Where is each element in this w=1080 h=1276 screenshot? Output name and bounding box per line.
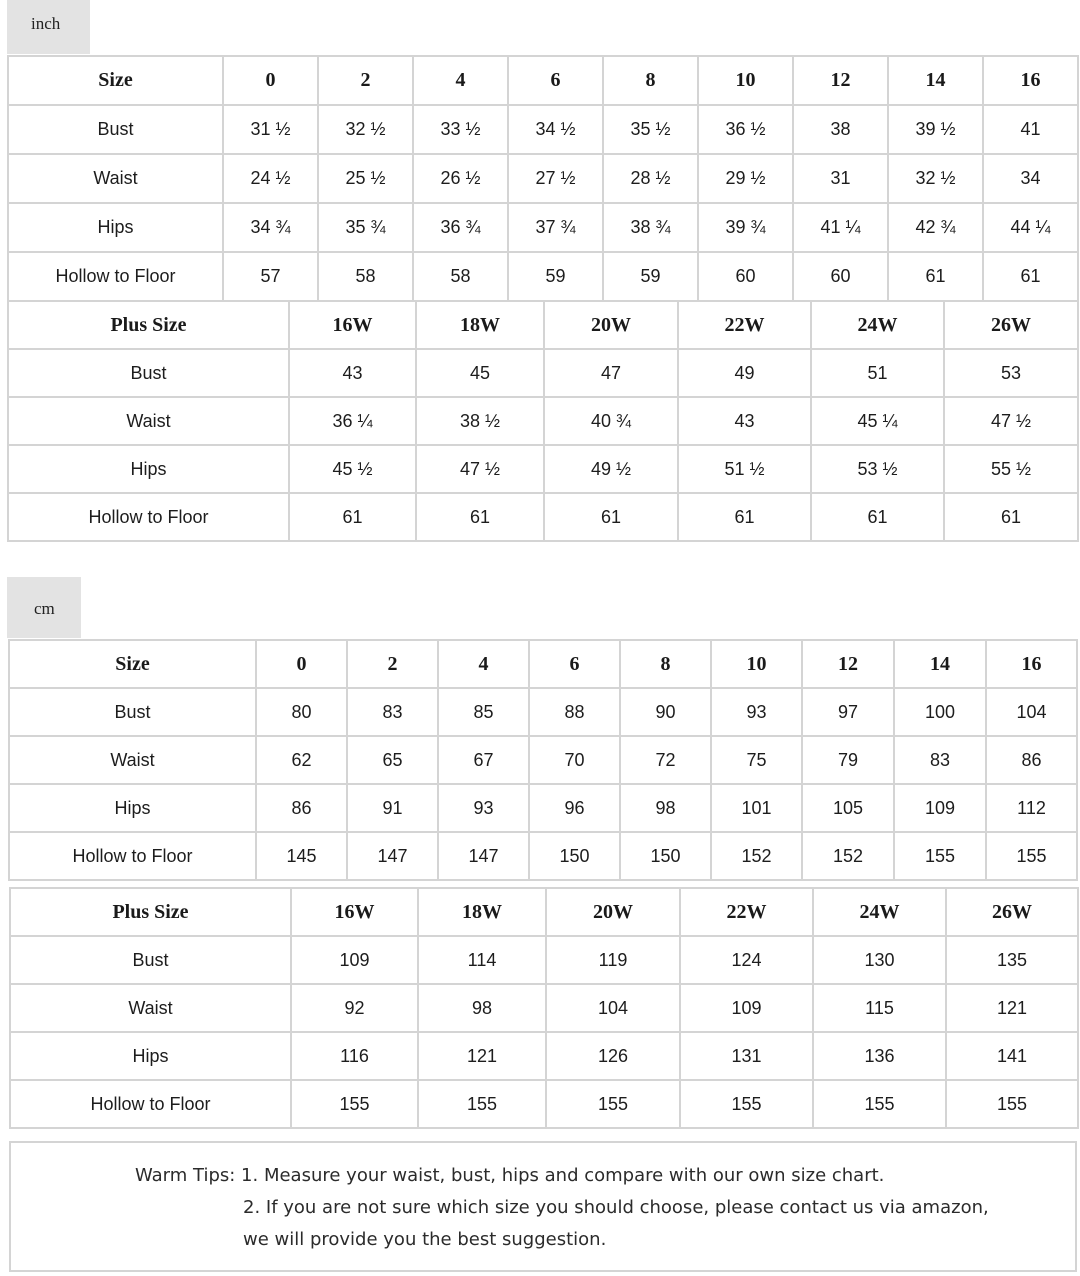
measurement-value: 45 ½ <box>289 445 416 493</box>
measurement-value: 38 ¾ <box>603 203 698 252</box>
measurement-value: 150 <box>620 832 711 880</box>
measurement-value: 60 <box>698 252 793 301</box>
measurement-value: 58 <box>413 252 508 301</box>
measurement-value: 45 ¼ <box>811 397 944 445</box>
size-column-header: 10 <box>711 640 802 688</box>
measurement-value: 36 ¼ <box>289 397 416 445</box>
measurement-value: 43 <box>289 349 416 397</box>
measurement-value: 42 ¾ <box>888 203 983 252</box>
measurement-value: 34 <box>983 154 1078 203</box>
inch-plus-size-table-header-row <box>8 301 1078 349</box>
inch-size-table <box>7 55 1079 302</box>
cm-plus-size-table <box>9 887 1079 1129</box>
size-column-header: 8 <box>620 640 711 688</box>
measurement-value: 70 <box>529 736 620 784</box>
measurement-value: 57 <box>223 252 318 301</box>
measurement-value: 40 ¾ <box>544 397 678 445</box>
size-column-header: 4 <box>413 56 508 105</box>
measurement-value: 155 <box>986 832 1077 880</box>
measurement-value: 61 <box>983 252 1078 301</box>
size-column-header: 4 <box>438 640 529 688</box>
measurement-value: 51 ½ <box>678 445 811 493</box>
table-row <box>8 445 1078 493</box>
measurement-label: Bust <box>9 688 256 736</box>
size-column-header: 16W <box>289 301 416 349</box>
measurement-value: 39 ¾ <box>698 203 793 252</box>
measurement-value: 47 <box>544 349 678 397</box>
measurement-value: 34 ½ <box>508 105 603 154</box>
measurement-value: 49 ½ <box>544 445 678 493</box>
measurement-value: 32 ½ <box>318 105 413 154</box>
measurement-label: Hips <box>8 445 289 493</box>
unit-tab-inch <box>7 0 90 54</box>
inch-plus-size-table <box>7 300 1079 542</box>
size-column-header: 10 <box>698 56 793 105</box>
measurement-value: 147 <box>438 832 529 880</box>
size-header-cell: Size <box>9 640 256 688</box>
measurement-value: 61 <box>544 493 678 541</box>
size-column-header: 12 <box>793 56 888 105</box>
measurement-label: Hollow to Floor <box>8 493 289 541</box>
measurement-value: 83 <box>347 688 438 736</box>
measurement-value: 109 <box>894 784 986 832</box>
measurement-label: Hollow to Floor <box>10 1080 291 1128</box>
measurement-value: 38 ½ <box>416 397 544 445</box>
cm-size-table <box>8 639 1078 881</box>
measurement-value: 44 ¼ <box>983 203 1078 252</box>
measurement-value: 131 <box>680 1032 813 1080</box>
measurement-value: 75 <box>711 736 802 784</box>
measurement-value: 98 <box>418 984 546 1032</box>
cm-plus-size-table-header-row <box>10 888 1078 936</box>
measurement-value: 39 ½ <box>888 105 983 154</box>
size-column-header: 16 <box>986 640 1077 688</box>
measurement-value: 155 <box>418 1080 546 1128</box>
measurement-value: 126 <box>546 1032 680 1080</box>
measurement-value: 155 <box>946 1080 1078 1128</box>
measurement-value: 136 <box>813 1032 946 1080</box>
size-header-cell: Plus Size <box>8 301 289 349</box>
size-column-header: 18W <box>416 301 544 349</box>
table-row <box>9 688 1077 736</box>
measurement-value: 100 <box>894 688 986 736</box>
measurement-value: 155 <box>680 1080 813 1128</box>
measurement-value: 36 ½ <box>698 105 793 154</box>
size-column-header: 26W <box>944 301 1078 349</box>
measurement-value: 31 <box>793 154 888 203</box>
measurement-value: 43 <box>678 397 811 445</box>
unit-tab-cm <box>7 577 81 638</box>
measurement-value: 86 <box>986 736 1077 784</box>
measurement-value: 86 <box>256 784 347 832</box>
measurement-value: 27 ½ <box>508 154 603 203</box>
size-column-header: 0 <box>223 56 318 105</box>
measurement-label: Hollow to Floor <box>8 252 223 301</box>
measurement-value: 83 <box>894 736 986 784</box>
warm-tips-line-1: Warm Tips: 1. Measure your waist, bust, hips and compare with our own size chart. <box>135 1165 885 1186</box>
measurement-value: 80 <box>256 688 347 736</box>
cm-size-table-header-row <box>9 640 1077 688</box>
measurement-label: Hollow to Floor <box>9 832 256 880</box>
measurement-label: Waist <box>8 397 289 445</box>
measurement-value: 150 <box>529 832 620 880</box>
size-column-header: 18W <box>418 888 546 936</box>
measurement-label: Waist <box>9 736 256 784</box>
measurement-value: 61 <box>811 493 944 541</box>
size-column-header: 2 <box>347 640 438 688</box>
measurement-value: 109 <box>291 936 418 984</box>
measurement-value: 55 ½ <box>944 445 1078 493</box>
measurement-value: 51 <box>811 349 944 397</box>
table-row <box>10 1032 1078 1080</box>
measurement-value: 61 <box>944 493 1078 541</box>
measurement-value: 59 <box>603 252 698 301</box>
measurement-value: 121 <box>946 984 1078 1032</box>
table-row <box>8 349 1078 397</box>
measurement-value: 97 <box>802 688 894 736</box>
size-column-header: 6 <box>529 640 620 688</box>
table-row <box>9 784 1077 832</box>
measurement-label: Hips <box>9 784 256 832</box>
measurement-value: 47 ½ <box>416 445 544 493</box>
measurement-value: 147 <box>347 832 438 880</box>
measurement-value: 49 <box>678 349 811 397</box>
measurement-label: Hips <box>10 1032 291 1080</box>
measurement-value: 61 <box>678 493 811 541</box>
measurement-label: Bust <box>10 936 291 984</box>
measurement-value: 53 <box>944 349 1078 397</box>
measurement-value: 155 <box>546 1080 680 1128</box>
measurement-value: 152 <box>711 832 802 880</box>
size-column-header: 2 <box>318 56 413 105</box>
size-column-header: 26W <box>946 888 1078 936</box>
table-row <box>8 203 1078 252</box>
size-column-header: 16W <box>291 888 418 936</box>
measurement-value: 104 <box>546 984 680 1032</box>
measurement-value: 41 <box>983 105 1078 154</box>
table-row <box>10 1080 1078 1128</box>
measurement-value: 98 <box>620 784 711 832</box>
measurement-value: 47 ½ <box>944 397 1078 445</box>
table-row <box>9 832 1077 880</box>
measurement-value: 152 <box>802 832 894 880</box>
measurement-value: 93 <box>711 688 802 736</box>
measurement-label: Waist <box>10 984 291 1032</box>
size-column-header: 0 <box>256 640 347 688</box>
size-header-cell: Size <box>8 56 223 105</box>
measurement-value: 58 <box>318 252 413 301</box>
measurement-value: 36 ¾ <box>413 203 508 252</box>
measurement-value: 104 <box>986 688 1077 736</box>
table-row <box>8 105 1078 154</box>
measurement-label: Bust <box>8 105 223 154</box>
measurement-value: 101 <box>711 784 802 832</box>
measurement-value: 141 <box>946 1032 1078 1080</box>
measurement-value: 114 <box>418 936 546 984</box>
measurement-value: 32 ½ <box>888 154 983 203</box>
measurement-value: 53 ½ <box>811 445 944 493</box>
measurement-value: 35 ½ <box>603 105 698 154</box>
measurement-value: 62 <box>256 736 347 784</box>
unit-label-cm: cm <box>34 599 55 618</box>
measurement-label: Bust <box>8 349 289 397</box>
measurement-value: 28 ½ <box>603 154 698 203</box>
warm-tips-box <box>9 1141 1077 1272</box>
measurement-value: 60 <box>793 252 888 301</box>
measurement-value: 130 <box>813 936 946 984</box>
table-row <box>8 154 1078 203</box>
measurement-value: 24 ½ <box>223 154 318 203</box>
size-column-header: 14 <box>888 56 983 105</box>
table-row <box>8 397 1078 445</box>
measurement-value: 59 <box>508 252 603 301</box>
table-row <box>10 936 1078 984</box>
measurement-value: 105 <box>802 784 894 832</box>
measurement-value: 79 <box>802 736 894 784</box>
measurement-value: 116 <box>291 1032 418 1080</box>
measurement-value: 90 <box>620 688 711 736</box>
measurement-value: 61 <box>888 252 983 301</box>
measurement-value: 93 <box>438 784 529 832</box>
table-row <box>9 736 1077 784</box>
measurement-value: 67 <box>438 736 529 784</box>
measurement-value: 145 <box>256 832 347 880</box>
size-column-header: 8 <box>603 56 698 105</box>
measurement-value: 37 ¾ <box>508 203 603 252</box>
measurement-label: Waist <box>8 154 223 203</box>
measurement-value: 155 <box>291 1080 418 1128</box>
size-column-header: 20W <box>546 888 680 936</box>
unit-label-inch: inch <box>31 14 61 33</box>
measurement-value: 96 <box>529 784 620 832</box>
measurement-value: 34 ¾ <box>223 203 318 252</box>
measurement-value: 41 ¼ <box>793 203 888 252</box>
measurement-value: 72 <box>620 736 711 784</box>
measurement-value: 155 <box>894 832 986 880</box>
measurement-value: 121 <box>418 1032 546 1080</box>
measurement-value: 38 <box>793 105 888 154</box>
measurement-value: 31 ½ <box>223 105 318 154</box>
size-column-header: 24W <box>811 301 944 349</box>
measurement-value: 119 <box>546 936 680 984</box>
measurement-value: 112 <box>986 784 1077 832</box>
measurement-value: 45 <box>416 349 544 397</box>
measurement-value: 25 ½ <box>318 154 413 203</box>
measurement-value: 85 <box>438 688 529 736</box>
measurement-value: 35 ¾ <box>318 203 413 252</box>
size-column-header: 14 <box>894 640 986 688</box>
table-row <box>8 252 1078 301</box>
size-column-header: 20W <box>544 301 678 349</box>
size-column-header: 22W <box>680 888 813 936</box>
measurement-value: 124 <box>680 936 813 984</box>
size-column-header: 22W <box>678 301 811 349</box>
size-column-header: 24W <box>813 888 946 936</box>
size-header-cell: Plus Size <box>10 888 291 936</box>
measurement-value: 115 <box>813 984 946 1032</box>
measurement-value: 135 <box>946 936 1078 984</box>
measurement-label: Hips <box>8 203 223 252</box>
table-row <box>10 984 1078 1032</box>
size-column-header: 12 <box>802 640 894 688</box>
size-column-header: 16 <box>983 56 1078 105</box>
measurement-value: 33 ½ <box>413 105 508 154</box>
measurement-value: 29 ½ <box>698 154 793 203</box>
measurement-value: 61 <box>289 493 416 541</box>
measurement-value: 61 <box>416 493 544 541</box>
measurement-value: 88 <box>529 688 620 736</box>
measurement-value: 65 <box>347 736 438 784</box>
measurement-value: 91 <box>347 784 438 832</box>
size-column-header: 6 <box>508 56 603 105</box>
measurement-value: 155 <box>813 1080 946 1128</box>
measurement-value: 92 <box>291 984 418 1032</box>
table-row <box>8 493 1078 541</box>
inch-size-table-header-row <box>8 56 1078 105</box>
measurement-value: 109 <box>680 984 813 1032</box>
warm-tips-line-3: we will provide you the best suggestion. <box>243 1229 607 1250</box>
measurement-value: 26 ½ <box>413 154 508 203</box>
warm-tips-line-2: 2. If you are not sure which size you should choose, please contact us via amazon, <box>243 1197 989 1218</box>
